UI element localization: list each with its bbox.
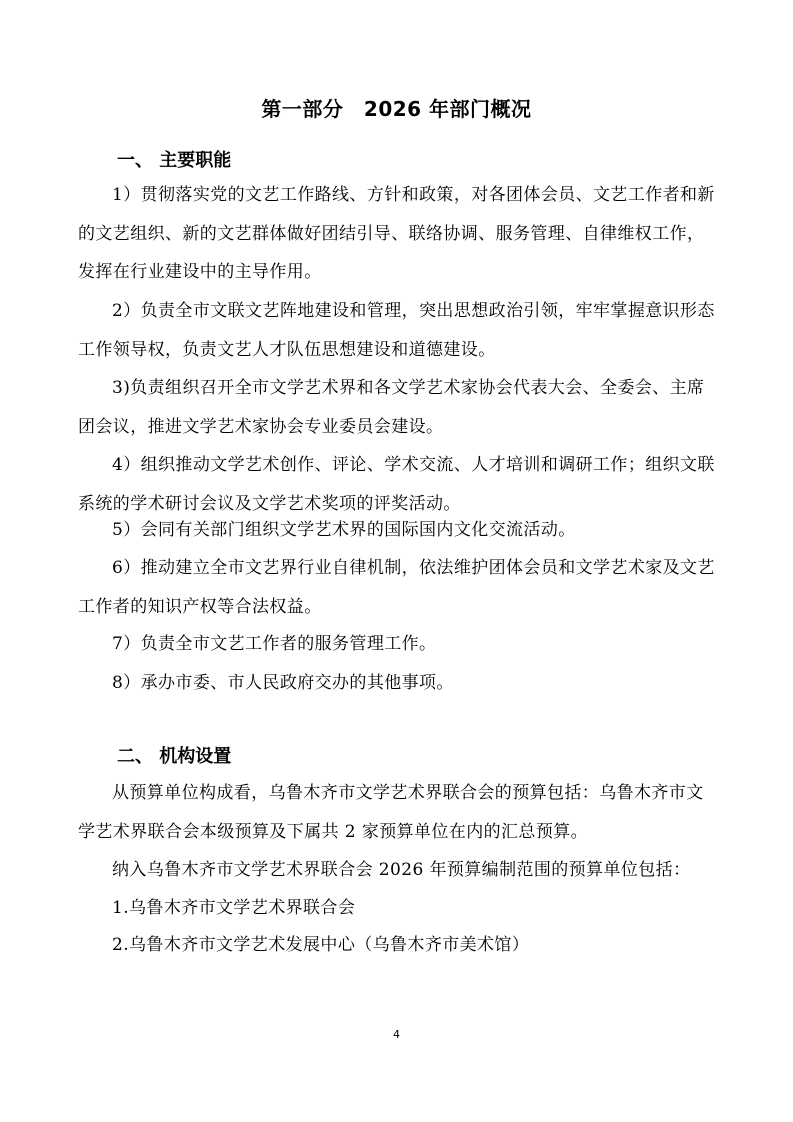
function-item-6: 6）推动建立全市文艺界行业自律机制，依法维护团体会员和文学艺术家及文艺工作者的知识产权等合法权益。 bbox=[78, 558, 715, 617]
function-item-4: 4）组织推动文学艺术创作、评论、学术交流、人才培训和调研工作；组织文联系统的学术研讨会议及文学艺术奖项的评奖活动。 bbox=[78, 455, 715, 514]
function-item-7: 7）负责全市文艺工作者的服务管理工作。 bbox=[112, 634, 437, 654]
function-item-3: 3)负责组织召开全市文学艺术界和各文学艺术家协会代表大会、全委会、主席团会议，推进文学艺术家协会专业委员会建设。 bbox=[78, 378, 705, 437]
page-number: 4 bbox=[393, 1028, 400, 1041]
section-heading-organization: 二、 机构设置 bbox=[117, 746, 232, 767]
section-heading-main-functions: 一、 主要职能 bbox=[117, 150, 232, 171]
function-item-8: 8）承办市委、市人民政府交办的其他事项。 bbox=[112, 673, 454, 693]
budget-scope-paragraph: 纳入乌鲁木齐市文学艺术界联合会 2026 年预算编制范围的预算单位包括： bbox=[112, 860, 691, 880]
budget-composition-paragraph: 从预算单位构成看，乌鲁木齐市文学艺术界联合会的预算包括：乌鲁木齐市文学艺术界联合会本级预算及下属共 2 家预算单位在内的汇总预算。 bbox=[78, 783, 704, 842]
budget-unit-2: 2.乌鲁木齐市文学艺术发展中心（乌鲁木齐市美术馆） bbox=[112, 935, 530, 955]
function-item-2: 2）负责全市文联文艺阵地建设和管理，突出思想政治引领，牢牢掌握意识形态工作领导权，负责文艺人才队伍思想建设和道德建设。 bbox=[78, 301, 715, 360]
function-item-1: 1）贯彻落实党的文艺工作路线、方针和政策，对各团体会员、文艺工作者和新的文艺组织、新的文艺群体做好团结引导、联络协调、服务管理、自律维权工作，发挥在行业建设中的主导作用。 bbox=[78, 185, 715, 282]
page-title: 第一部分 2026 年部门概况 bbox=[261, 97, 532, 121]
function-item-5: 5）会同有关部门组织文学艺术界的国际国内文化交流活动。 bbox=[112, 520, 576, 540]
budget-unit-1: 1.乌鲁木齐市文学艺术界联合会 bbox=[112, 898, 356, 918]
